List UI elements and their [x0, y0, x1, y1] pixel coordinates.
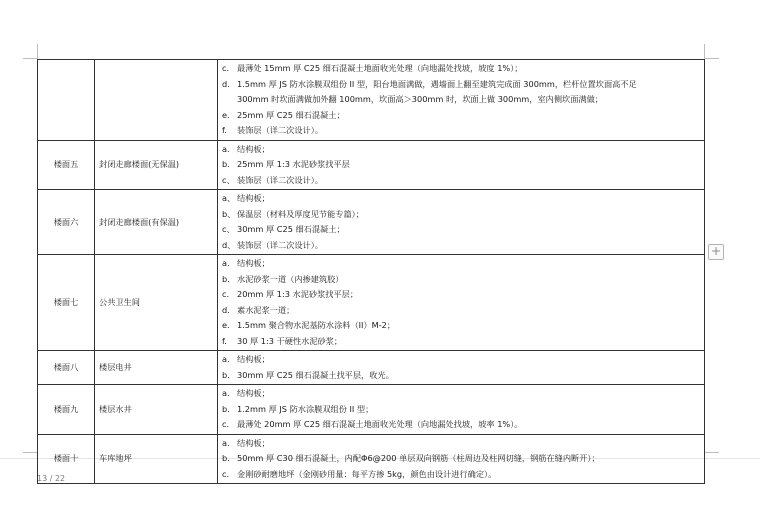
- layer-marker: a.: [222, 388, 230, 398]
- layer-marker: c.: [222, 419, 230, 429]
- layer-marker: c.: [222, 289, 230, 299]
- layers-cell: [218, 190, 705, 255]
- layer-item: [222, 61, 701, 77]
- layer-text: 金刚砂耐磨地坪（金刚砂用量：每平方掺 5kg，颜色由设计进行确定）。: [237, 468, 497, 479]
- floor-use-cell: 封闭走廊楼面(有保温): [95, 190, 218, 255]
- layer-text: 保温层（材料及厚度见节能专篇）；: [237, 208, 364, 219]
- layer-marker: a.: [222, 354, 230, 364]
- floor-name-cell: 楼面九: [38, 385, 95, 435]
- layer-marker: e.: [222, 109, 230, 120]
- layers-cell: [218, 385, 705, 435]
- floor-name-cell: 楼面六: [38, 190, 95, 255]
- table-row: [38, 385, 705, 435]
- layers-cell: [218, 140, 705, 190]
- layer-item: [222, 287, 701, 303]
- layer-marker: a、: [222, 193, 236, 203]
- layer-text: 25mm 厚 C25 细石混凝土；: [237, 109, 345, 120]
- floor-use-cell: 公共卫生间: [95, 255, 218, 351]
- layer-text: 25mm 厚 1:3 水泥砂浆找平层: [237, 159, 350, 169]
- layer-text: 最薄处 15mm 厚 C25 细石混凝土地面收光处理（向地漏处找坡，坡度 1%）；: [237, 63, 523, 73]
- layer-marker: c、: [222, 224, 235, 234]
- layer-marker: a.: [222, 143, 230, 154]
- layer-item: [222, 256, 701, 272]
- layer-marker: d、: [222, 239, 236, 250]
- layer-item: [222, 386, 701, 402]
- layer-item: [222, 402, 701, 418]
- layer-item: [222, 417, 701, 433]
- layer-marker: b.: [222, 159, 230, 169]
- layer-item: [222, 191, 701, 207]
- table-row: [38, 434, 705, 484]
- layer-marker: c、: [222, 174, 235, 185]
- layer-item: [222, 108, 701, 124]
- table-row: [38, 140, 705, 190]
- layer-marker: c.: [222, 468, 230, 479]
- layer-text: 结构板；: [237, 437, 270, 448]
- table-row: [38, 255, 705, 351]
- layer-text: 结构板；: [237, 143, 270, 154]
- crop-mark-bottom-left: [23, 452, 38, 467]
- layers-cell: [218, 351, 705, 385]
- layer-marker: b.: [222, 369, 230, 380]
- layer-text: 300mm 时坎面满做加外翻 100mm，坎面高＞300mm 时，坎面上做 300mm，室内侧坎面满做；: [237, 94, 603, 104]
- layer-item: [222, 222, 701, 238]
- table-row: [38, 351, 705, 385]
- layer-text: 水泥砂浆一道（内掺建筑胶）: [237, 273, 344, 284]
- layer-marker: b.: [222, 403, 230, 414]
- layer-marker: e.: [222, 320, 230, 330]
- layer-text: 装饰层（详二次设计）。: [237, 125, 323, 135]
- layer-text: 30 厚 1:3 干硬性水泥砂浆；: [237, 335, 343, 346]
- floor-spec-table-body: [38, 60, 705, 484]
- layer-text: 20mm 厚 1:3 水泥砂浆找平层；: [237, 289, 359, 299]
- floor-name-cell: 楼面八: [38, 351, 95, 385]
- layer-text: 装饰层（详二次设计）。: [237, 174, 323, 185]
- layer-item: [222, 142, 701, 158]
- table-row: [38, 60, 705, 141]
- floor-use-cell: 封闭走廊楼面(无保温): [95, 140, 218, 190]
- layer-item: [222, 157, 701, 173]
- layer-item: [222, 352, 701, 368]
- layer-marker: b.: [222, 273, 230, 284]
- layer-marker: d.: [222, 78, 230, 89]
- layer-text: 装饰层（详二次设计）。: [237, 239, 323, 250]
- layer-item: [222, 92, 701, 108]
- layer-marker: f.: [222, 125, 227, 135]
- table-row: [38, 190, 705, 255]
- layer-marker: d.: [222, 304, 230, 315]
- layer-item: [222, 272, 701, 288]
- layers-cell: [218, 60, 705, 141]
- floor-name-cell: [38, 60, 95, 141]
- layer-text: 最薄处 20mm 厚 C25 细石混凝土地面收光处理（向地漏处找坡，坡率 1%）。: [237, 419, 523, 429]
- crop-mark-bottom-right: [704, 452, 719, 467]
- layer-item: [222, 173, 701, 189]
- layer-text: 结构板；: [237, 193, 270, 203]
- floor-use-cell: 楼层水井: [95, 385, 218, 435]
- floor-use-cell: 楼层电井: [95, 351, 218, 385]
- layer-text: 结构板；: [237, 258, 270, 268]
- layer-item: [222, 77, 701, 93]
- layer-text: 30mm 厚 C25 细石混凝土找平层，收光。: [237, 369, 394, 380]
- layer-text: 结构板；: [237, 354, 270, 364]
- page-number: 13 / 22: [37, 474, 66, 483]
- layer-marker: a.: [222, 437, 230, 448]
- layer-text: 1.5mm 厚 JS 防水涂膜双组份 II 型，阳台地面满做，遇墙面上翻至建筑完成面 300mm，栏杆位置坎面高不足: [237, 78, 637, 89]
- layer-item: [222, 238, 701, 254]
- layer-marker: a.: [222, 258, 230, 268]
- layer-item: [222, 467, 701, 483]
- floor-name-cell: 楼面七: [38, 255, 95, 351]
- layer-marker: b、: [222, 208, 236, 219]
- floor-name-cell: 楼面十: [38, 434, 95, 484]
- layer-item: [222, 334, 701, 350]
- floor-name-cell: 楼面五: [38, 140, 95, 190]
- floor-use-cell: [95, 60, 218, 141]
- layer-marker: c.: [222, 63, 230, 73]
- layer-text: 素水泥浆一道；: [237, 304, 295, 315]
- floor-spec-table: [37, 59, 705, 484]
- layers-cell: [218, 255, 705, 351]
- layer-item: [222, 436, 701, 452]
- layer-text: 1.2mm 厚 JS 防水涂膜双组份 II 型；: [237, 403, 374, 414]
- layer-marker: b.: [222, 453, 230, 463]
- layer-item: [222, 207, 701, 223]
- layer-item: [222, 318, 701, 334]
- layer-item: [222, 303, 701, 319]
- layer-text: 30mm 厚 C25 细石混凝土；: [237, 224, 345, 234]
- layer-text: 50mm 厚 C30 细石混凝土，内配Φ6@200 单层双向钢筋（柱周边及柱网切缝，钢筋在缝内断开）；: [237, 453, 600, 463]
- layer-marker: f.: [222, 335, 227, 346]
- layer-text: 1.5mm 聚合物水泥基防水涂料（II）M-2；: [237, 320, 396, 330]
- layer-item: [222, 451, 701, 467]
- layer-item: [222, 123, 701, 139]
- layer-item: [222, 368, 701, 384]
- crop-mark-top-left: [23, 44, 38, 59]
- layers-cell: [218, 434, 705, 484]
- crop-mark-top-right: [704, 44, 719, 59]
- layer-text: 结构板；: [237, 388, 270, 398]
- add-icon[interactable]: +: [708, 244, 724, 260]
- floor-use-cell: 车库地坪: [95, 434, 218, 484]
